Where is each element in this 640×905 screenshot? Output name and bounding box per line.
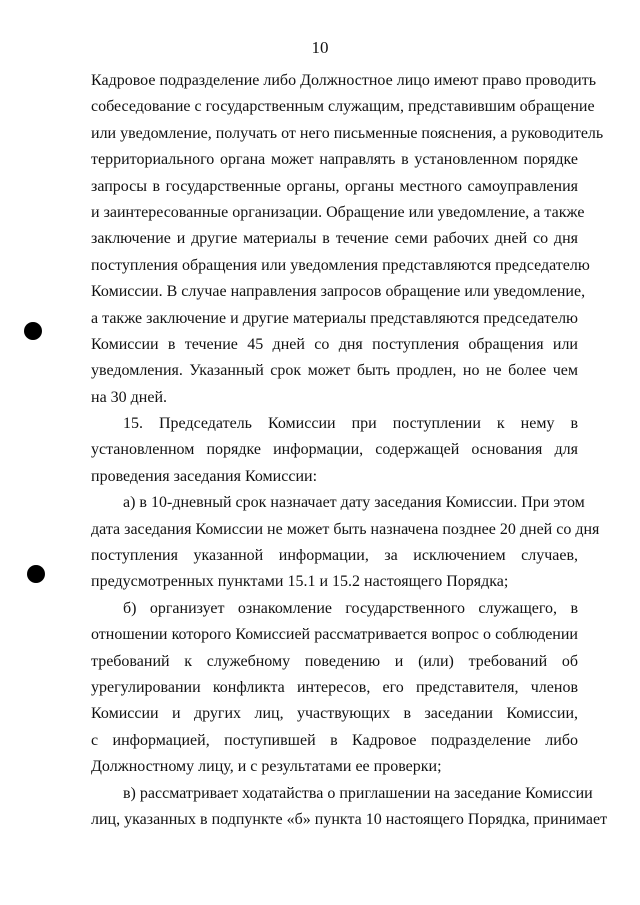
text-line: Комиссии. В случае направления запросов обращение или уведомление, [91, 283, 586, 301]
text-line: или уведомление, получать от него письменные пояснения, а руководитель [91, 124, 604, 142]
paragraph-commission-materials [91, 68, 604, 411]
document-body [91, 68, 608, 833]
paragraph-subitem-b [91, 596, 578, 781]
text-line: 15. Председатель Комиссии при поступлении к нему в [123, 415, 578, 433]
text-line: Комиссии и других лиц, участвующих в заседании Комиссии, [91, 705, 578, 723]
paragraph-subitem-a [91, 490, 600, 596]
text-line: на 30 дней. [91, 388, 168, 406]
text-line: проведения заседания Комиссии: [91, 467, 318, 485]
text-line: поступления указанной информации, за исключением случаев, [91, 547, 578, 565]
page-number: 10 [311, 38, 329, 57]
text-line: дата заседания Комиссии не может быть назначена позднее 20 дней со дня [91, 520, 600, 538]
paragraph-item-15 [91, 411, 578, 490]
text-line: Комиссии в течение 45 дней со дня поступления обращения или [91, 335, 578, 353]
text-line: заключение и другие материалы в течение семи рабочих дней со дня [91, 230, 578, 248]
text-line: с информацией, поступившей в Кадровое подразделение либо [91, 731, 578, 749]
text-line: предусмотренных пунктами 15.1 и 15.2 настоящего Порядка; [91, 573, 509, 591]
text-line: запросы в государственные органы, органы местного самоуправления [91, 177, 578, 195]
text-line: поступления обращения или уведомления представляются председателю [91, 256, 590, 274]
text-line: Должностному лицу, и с результатами ее проверки; [91, 758, 442, 776]
text-line: требований к служебному поведению и (или) требований об [91, 652, 578, 670]
text-line: установленном порядке информации, содержащей основания для [91, 441, 578, 459]
text-line: лиц, указанных в подпункте «б» пункта 10 настоящего Порядка, принимает [91, 810, 608, 828]
text-line: а также заключение и другие материалы представляются председателю [91, 309, 578, 327]
text-line: собеседование с государственным служащим, представившим обращение [91, 98, 595, 116]
text-line: б) организует ознакомление государственного служащего, в [123, 599, 578, 617]
text-line: а) в 10-дневный срок назначает дату заседания Комиссии. При этом [123, 494, 585, 512]
text-line: Кадровое подразделение либо Должностное лицо имеют право проводить [91, 72, 596, 89]
punch-hole-top [24, 322, 42, 340]
punch-hole-bottom [27, 565, 45, 583]
paragraph-subitem-v [91, 781, 608, 834]
text-line: урегулировании конфликта интересов, его представителя, членов [91, 678, 578, 696]
text-line: в) рассматривает ходатайства о приглашении на заседание Комиссии [123, 784, 593, 802]
text-line: отношении которого Комиссией рассматривается вопрос о соблюдении [91, 626, 578, 644]
text-line: территориального органа может направлять в установленном порядке [91, 151, 578, 169]
text-line: уведомления. Указанный срок может быть продлен, но не более чем [91, 362, 578, 380]
text-line: и заинтересованные организации. Обращение или уведомление, а также [91, 203, 585, 221]
